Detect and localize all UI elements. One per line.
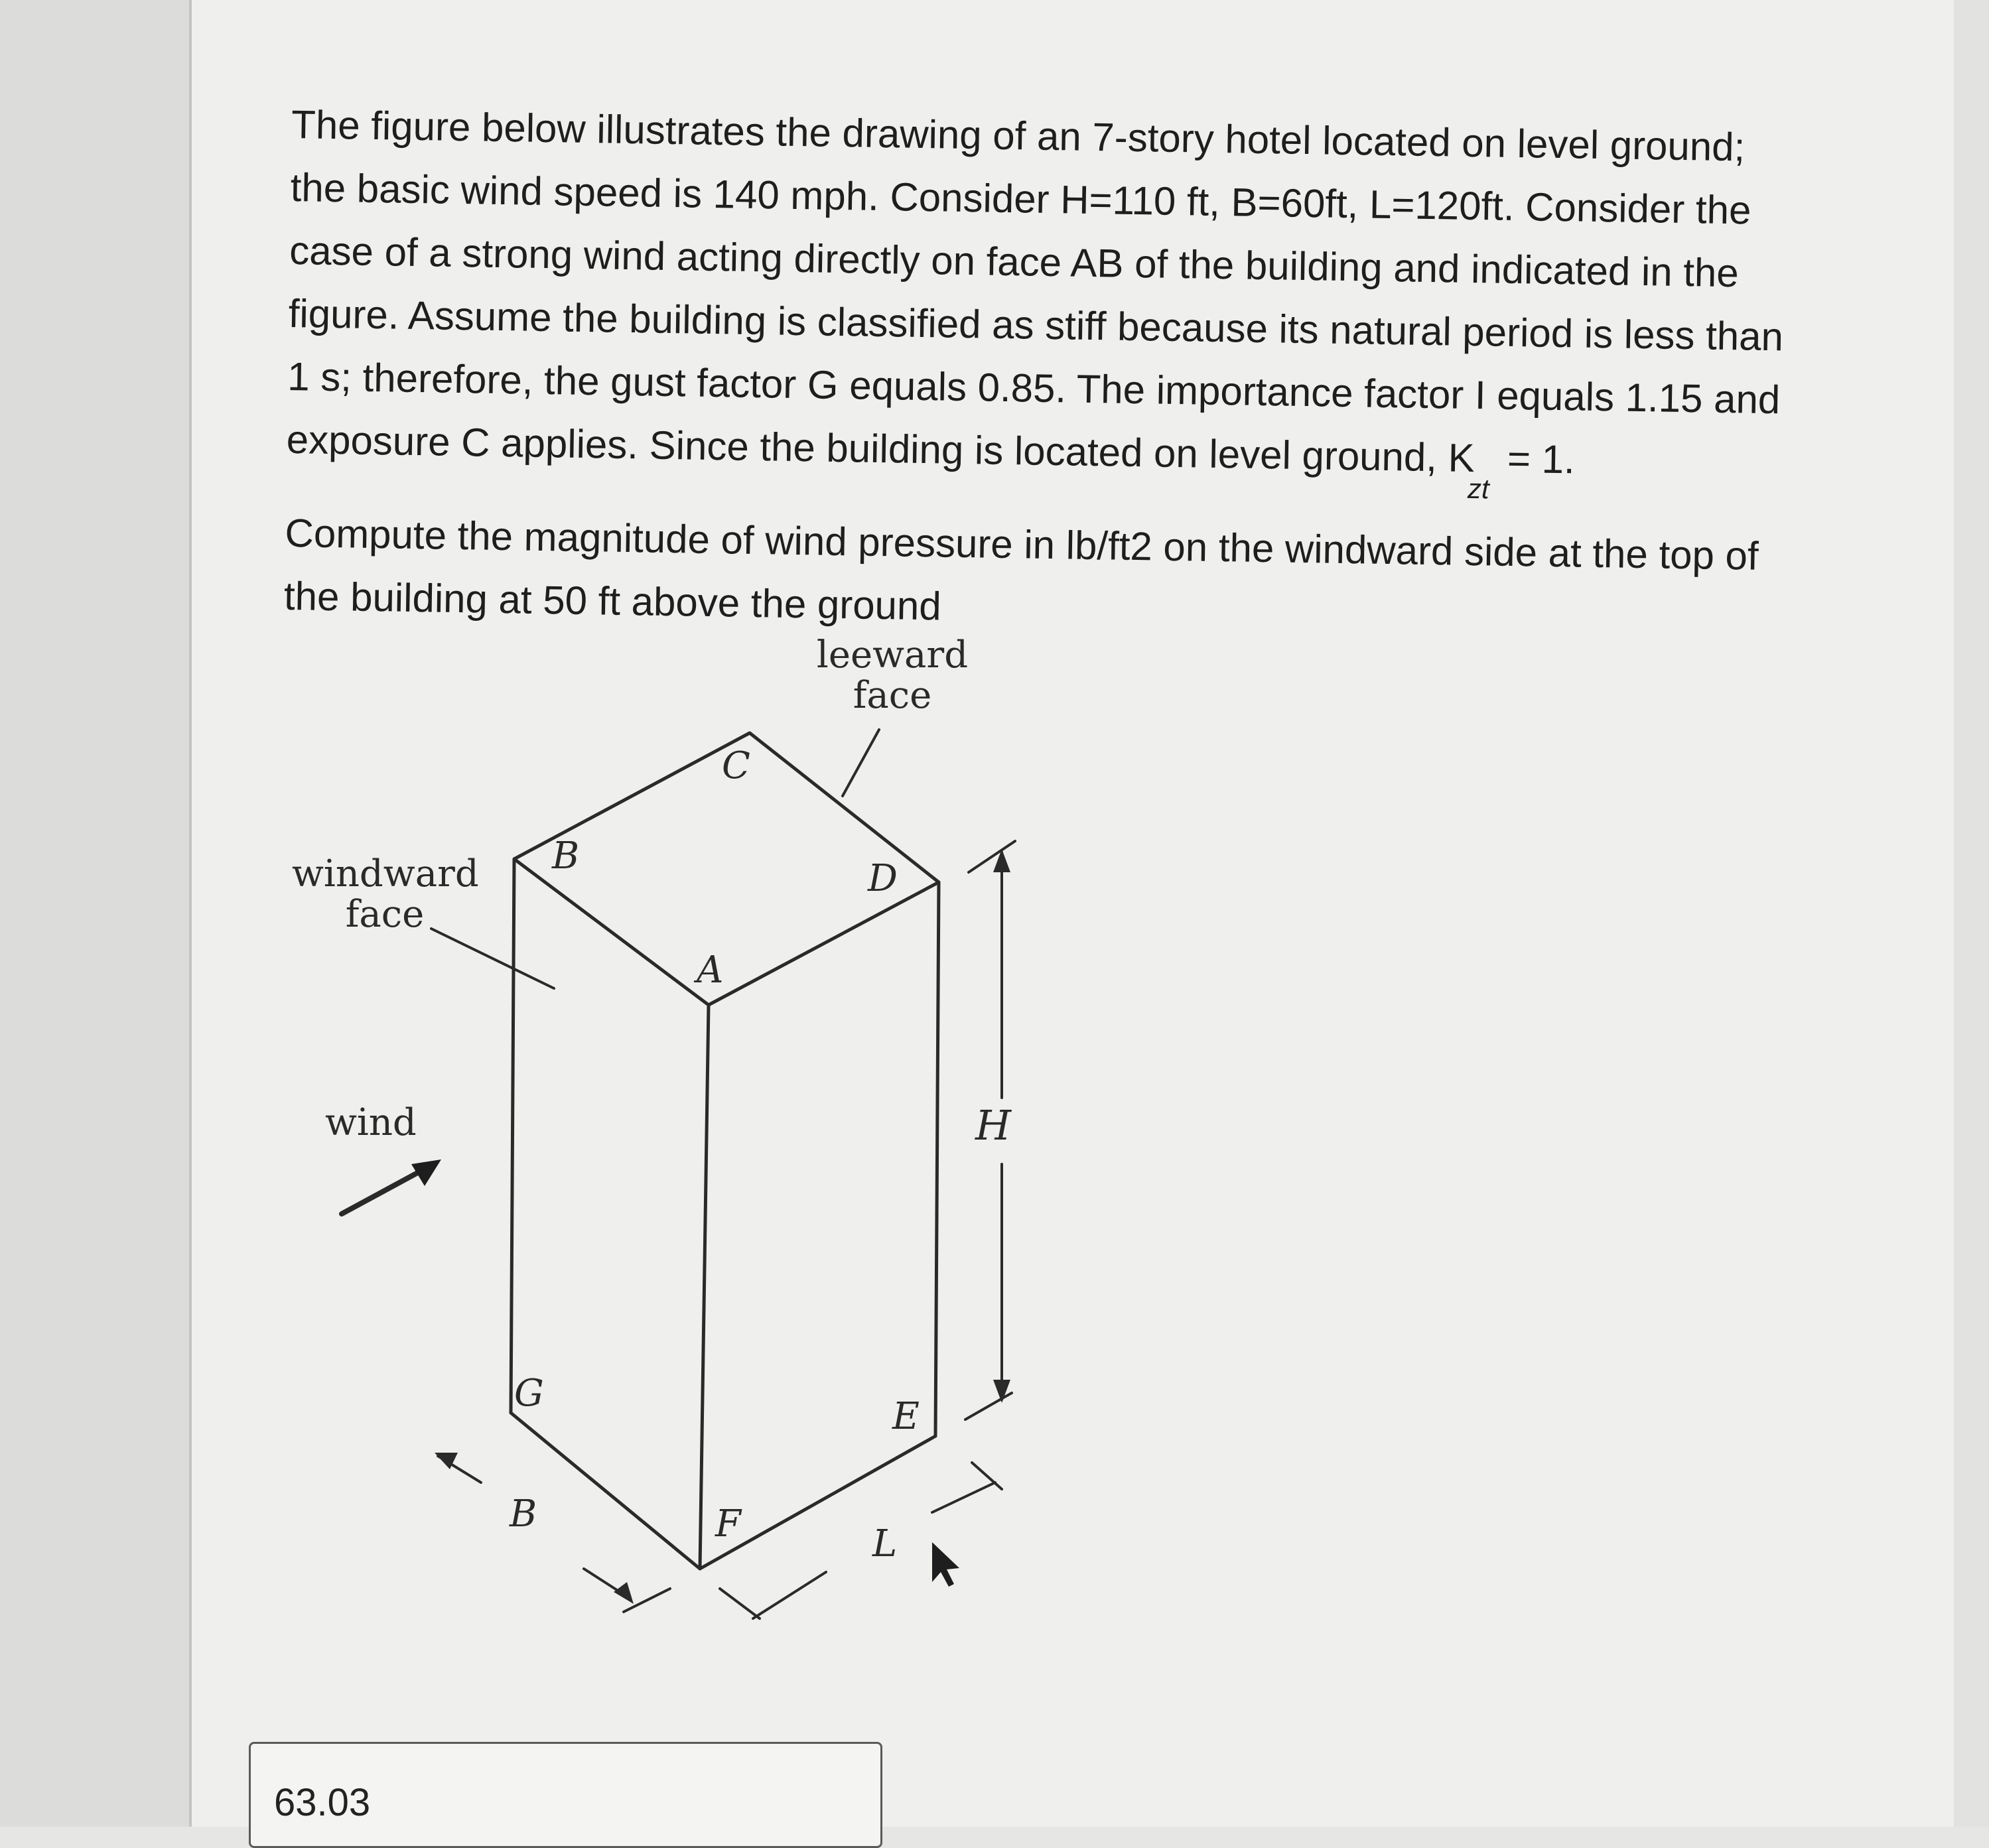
- dimension-label-H: H: [975, 1101, 1012, 1150]
- l-dim-tick-left: [720, 1589, 760, 1618]
- windward-label-line-2: face: [345, 893, 425, 936]
- windward-leader: [431, 929, 554, 988]
- edge-D-E: [935, 882, 939, 1436]
- leeward-label-line-1: leeward: [816, 633, 969, 677]
- point-label-G: G: [514, 1372, 544, 1415]
- kzt-subscript: zt: [1467, 472, 1490, 505]
- question-line-5: 1 s; therefore, the gust factor G equals 0.85. The importance factor I equals 1.15 and: [287, 354, 1781, 423]
- kzt-sentence: exposure C applies. Since the building is located on level ground, K: [286, 417, 1475, 481]
- wind-arrow-shaft: [342, 1171, 421, 1214]
- windward-label-line-1: windward: [292, 852, 479, 895]
- question-line-3: case of a strong wind acting directly on face AB of the building and indicated in the: [289, 228, 1740, 296]
- mouse-cursor-icon: [932, 1542, 959, 1587]
- question-line-1: The figure below illustrates the drawing of an 7-story hotel located on level ground;: [291, 101, 1746, 170]
- kzt-value: = 1.: [1495, 436, 1576, 482]
- h-tick-bottom: [965, 1393, 1012, 1419]
- edge-A-F: [700, 1005, 709, 1569]
- windward-face-label: [292, 852, 478, 936]
- point-label-B: B: [552, 834, 580, 878]
- point-label-A: A: [697, 949, 724, 992]
- leeward-leader: [843, 730, 879, 796]
- answer-input[interactable]: [249, 1742, 882, 1848]
- dimension-label-L: L: [872, 1522, 898, 1565]
- answer-value: 63.03: [274, 1781, 371, 1824]
- leeward-label-line-2: face: [853, 674, 932, 717]
- question-line-2: the basic wind speed is 140 mph. Consider H=110 ft, B=60ft, L=120ft. Consider the: [290, 165, 1751, 233]
- wind-label: wind: [325, 1101, 417, 1144]
- l-dim-tick-right: [932, 1483, 995, 1512]
- prompt-line-1: Compute the magnitude of wind pressure in lb/ft2 on the windward side at the top of: [285, 510, 1759, 578]
- point-label-C: C: [722, 744, 750, 787]
- leeward-face-label: [813, 633, 972, 717]
- h-arrow-bottom: [993, 1380, 1010, 1403]
- question-line-4: figure. Assume the building is classified as stiff because its natural period is less than: [288, 291, 1784, 360]
- prompt-line-2: the building at 50 ft above the ground: [283, 573, 942, 629]
- dimension-label-B: B: [510, 1492, 537, 1536]
- l-dim-tick-left-2: [753, 1572, 826, 1618]
- point-label-D: D: [868, 857, 898, 900]
- point-label-F: F: [715, 1502, 741, 1546]
- edge-B-G: [511, 859, 514, 1413]
- point-label-E: E: [892, 1395, 920, 1438]
- b-arrow-right: [614, 1582, 634, 1604]
